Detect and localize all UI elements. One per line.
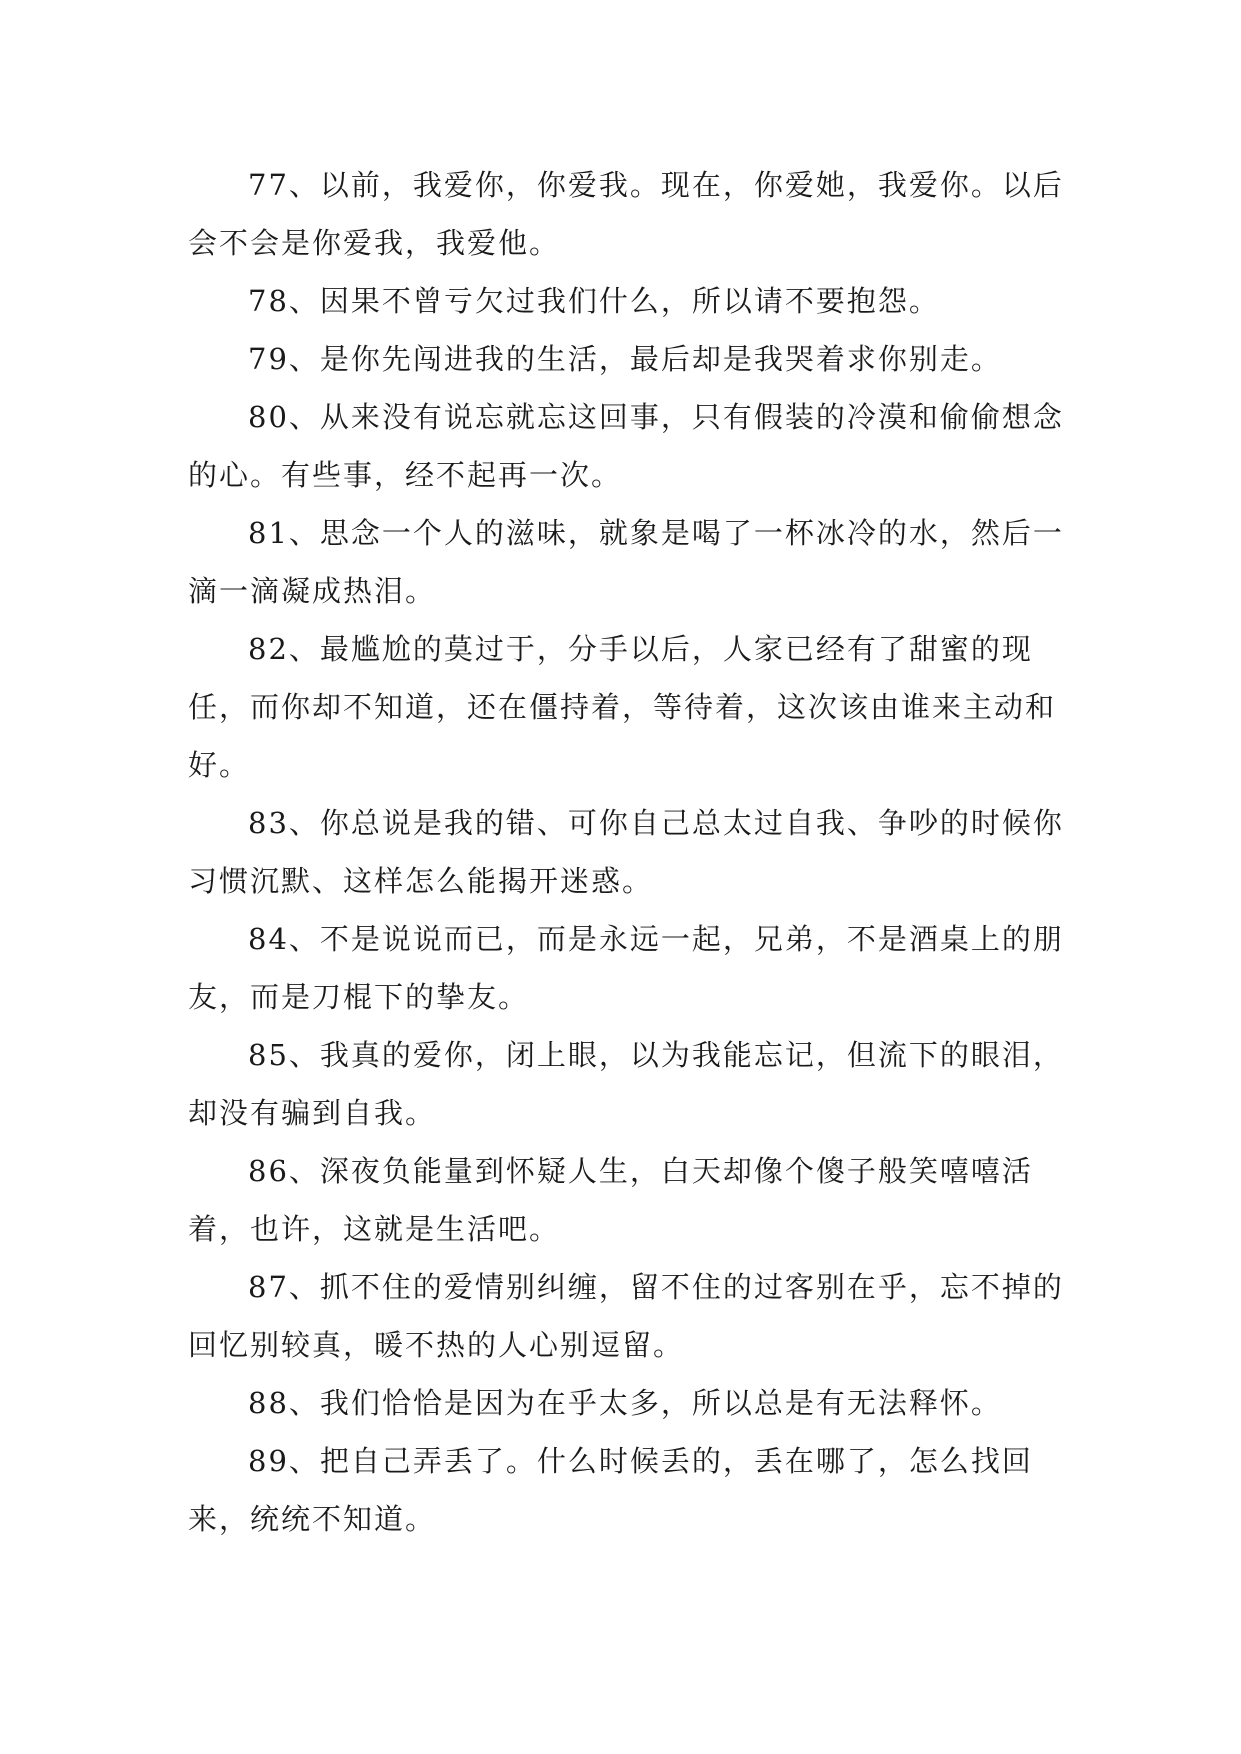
- paragraph-86: 86、深夜负能量到怀疑人生，白天却像个傻子般笑嘻嘻活着，也许，这就是生活吧。: [188, 1154, 1033, 1246]
- paragraph-79: 79、是你先闯进我的生活，最后却是我哭着求你别走。: [248, 342, 1002, 376]
- paragraph-87: 87、抓不住的爱情别纠缠，留不住的过客别在乎，忘不掉的回忆别较真，暖不热的人心别逗留。: [188, 1270, 1064, 1362]
- paragraph-78: 78、因果不曾亏欠过我们什么，所以请不要抱怨。: [248, 284, 940, 318]
- paragraph-77: 77、以前，我爱你，你爱我。现在，你爱她，我爱你。以后会不会是你爱我，我爱他。: [188, 168, 1064, 260]
- paragraph-82: 82、最尴尬的莫过于，分手以后，人家已经有了甜蜜的现任，而你却不知道，还在僵持着，等待着，这次该由谁来主动和好。: [188, 632, 1057, 782]
- paragraph-89: 89、把自己弄丢了。什么时候丢的，丢在哪了，怎么找回来，统统不知道。: [188, 1444, 1033, 1536]
- paragraph-84: 84、不是说说而已，而是永远一起，兄弟，不是酒桌上的朋友，而是刀棍下的挚友。: [188, 922, 1064, 1014]
- paragraph-81: 81、思念一个人的滋味，就象是喝了一杯冰冷的水，然后一滴一滴凝成热泪。: [188, 516, 1064, 608]
- paragraph-83: 83、你总说是我的错、可你自己总太过自我、争吵的时候你习惯沉默、这样怎么能揭开迷惑。: [188, 806, 1064, 898]
- document-body: [188, 156, 1068, 1548]
- paragraph-85: 85、我真的爱你，闭上眼，以为我能忘记，但流下的眼泪，却没有骗到自我。: [188, 1038, 1064, 1130]
- paragraph-88: 88、我们恰恰是因为在乎太多，所以总是有无法释怀。: [248, 1386, 1002, 1420]
- paragraph-80: 80、从来没有说忘就忘这回事，只有假装的冷漠和偷偷想念的心。有些事，经不起再一次。: [188, 400, 1064, 492]
